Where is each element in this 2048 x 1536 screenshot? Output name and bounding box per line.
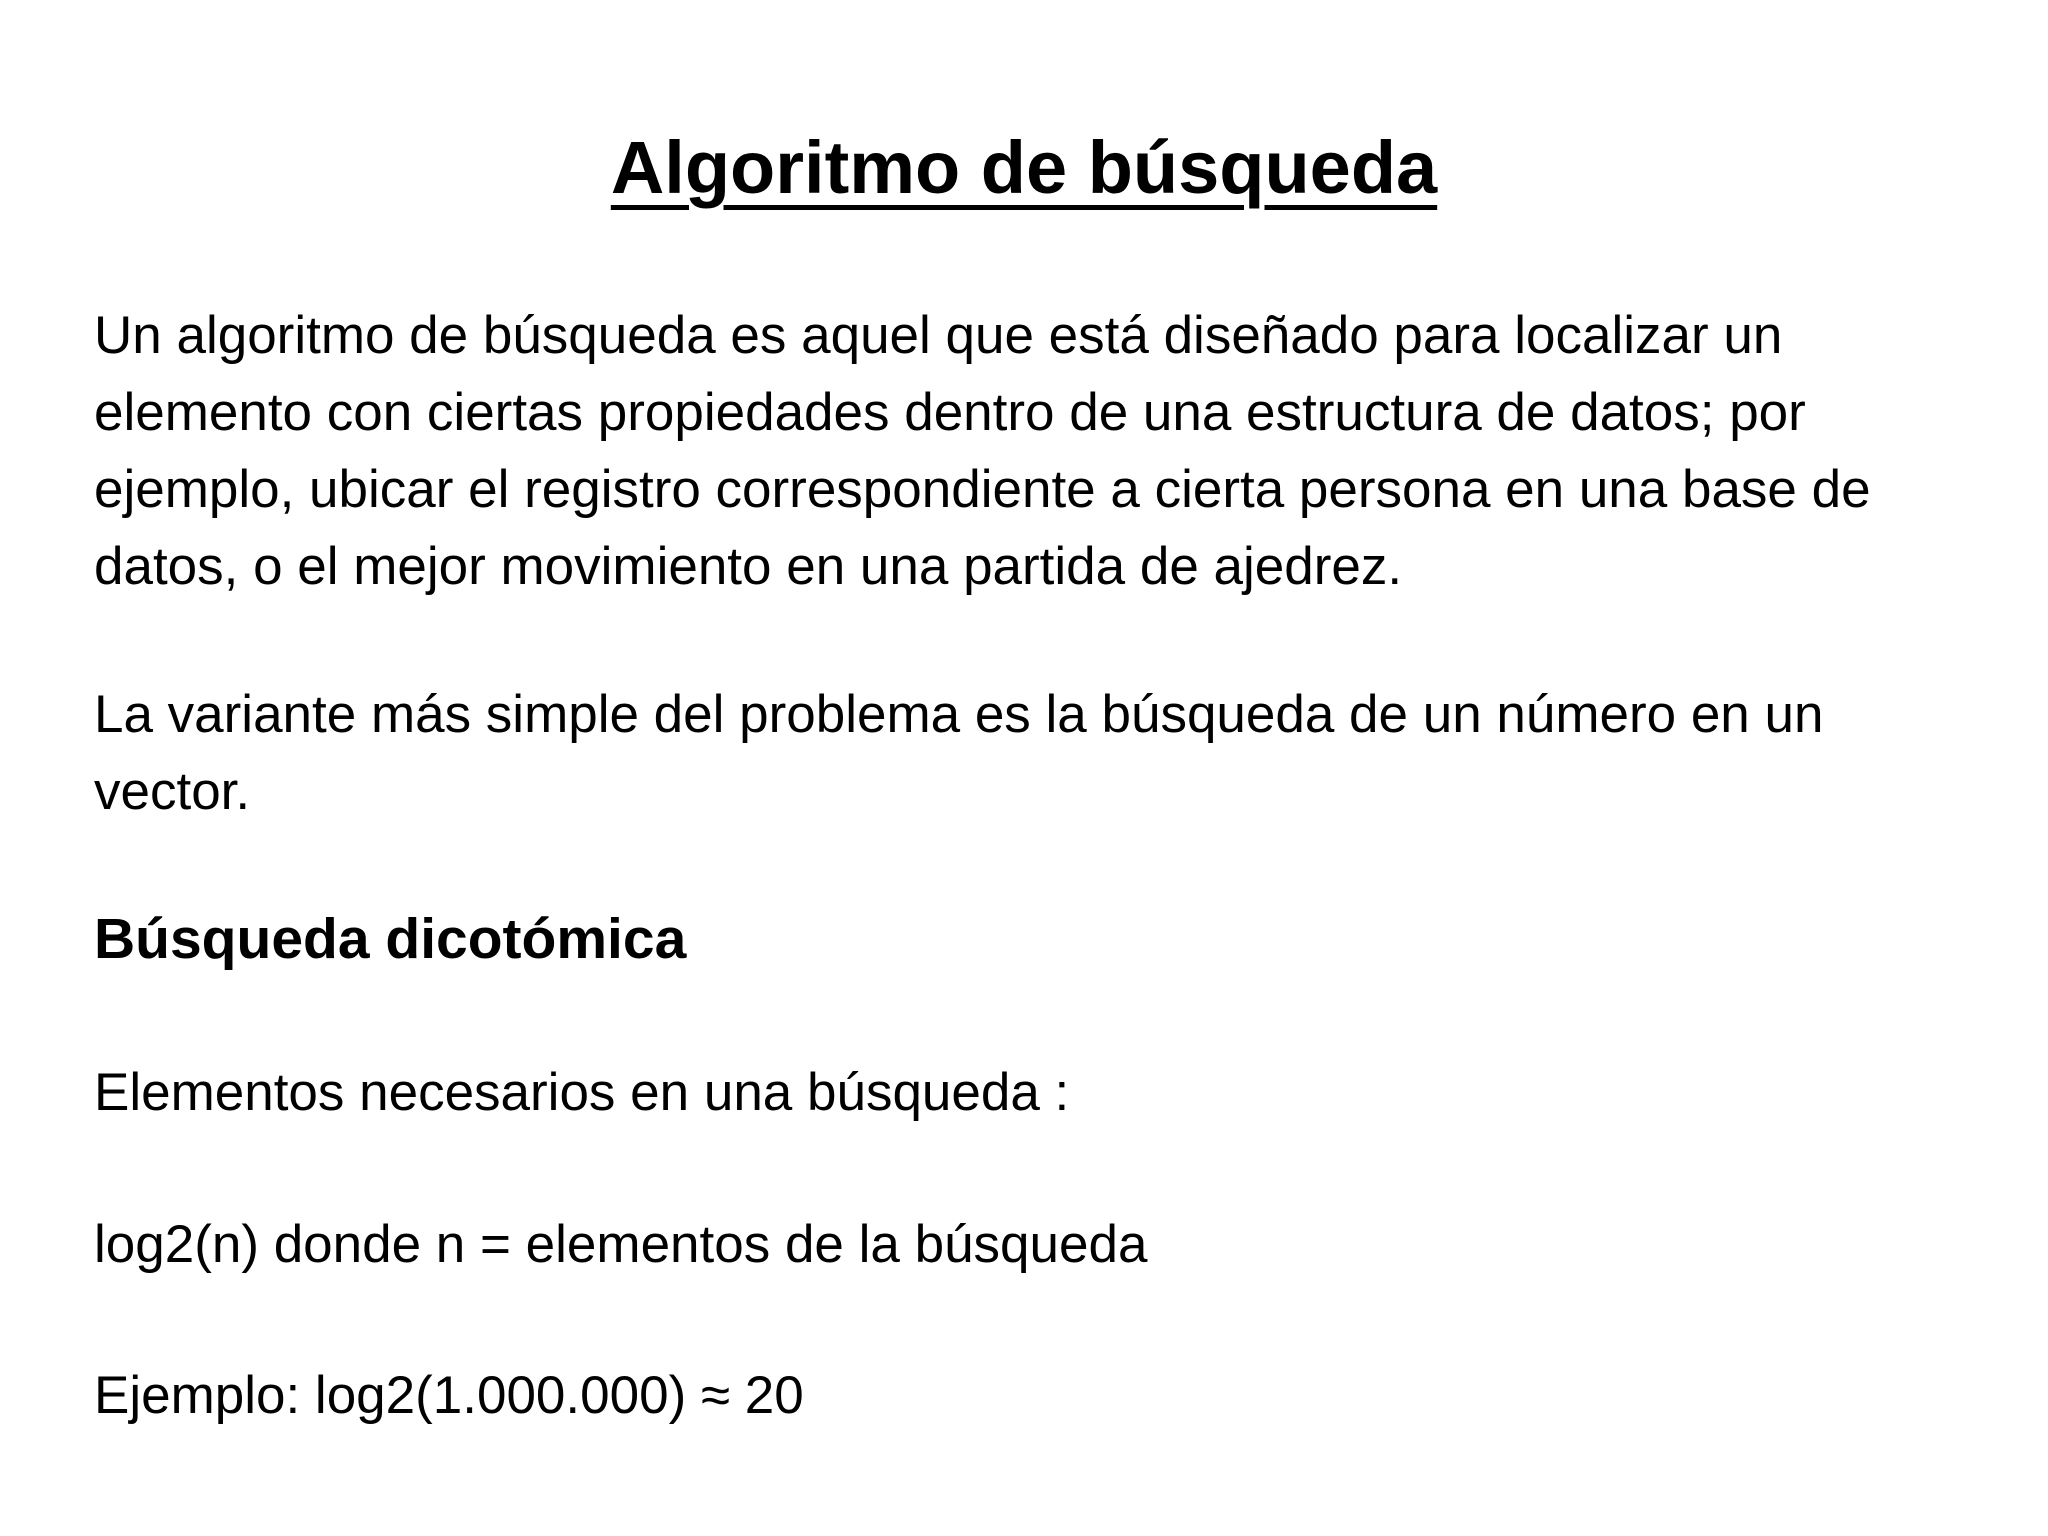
subheading-binary-search: Búsqueda dicotómica bbox=[94, 907, 687, 971]
intro-paragraph: Un algoritmo de búsqueda es aquel que está diseñado para localizar un elemento con ciertas propiedades dentro de una estructura de datos; por ejemplo, ubicar el registro correspondiente a cierta persona en una base de datos, o el mejor movimiento en una partida de ajedrez. bbox=[94, 306, 1871, 596]
elements-line: Elementos necesarios en una búsqueda : bbox=[94, 1063, 1070, 1122]
slide-title-text: Algoritmo de búsqueda bbox=[610, 126, 1438, 209]
example-line: Ejemplo: log2(1.000.000) ≈ 20 bbox=[94, 1366, 804, 1425]
formula-line: log2(n) donde n = elementos de la búsqueda bbox=[94, 1215, 1148, 1274]
variant-paragraph: La variante más simple del problema es la búsqueda de un número en un vector. bbox=[94, 685, 1824, 821]
slide-title bbox=[0, 118, 2048, 218]
